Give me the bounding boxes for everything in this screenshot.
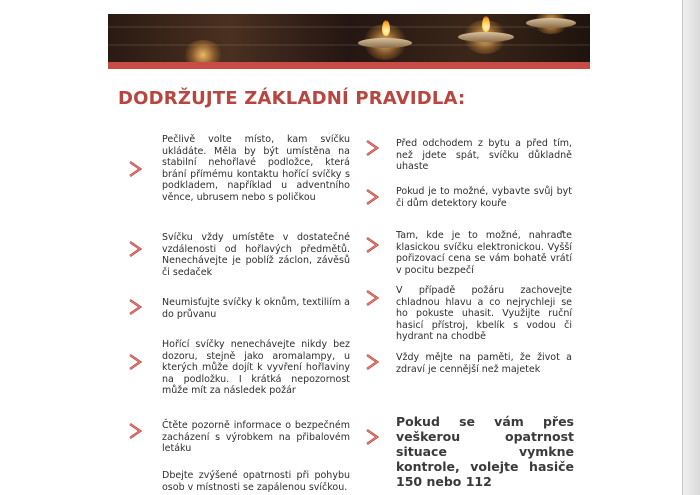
chevron-right-icon bbox=[365, 189, 379, 205]
rule-left-1: Pečlivě volte místo, kam svíčku ukládáte. Měla by být umístěna na stabilní nehořlavé podložce, která brání přímému kontaktu hořící svíčky s podkladem, například u adventního věnce, ubrusem nebo s poličkou bbox=[162, 134, 350, 203]
chevron-right-icon bbox=[128, 241, 142, 257]
rule-left-5: Čtěte pozorně informace o bezpečném zacházení s výrobkem na přibalovém letáku bbox=[162, 420, 350, 454]
rule-right-3: Tam, kde je to možné, nahraďte klasickou svíčku elektronickou. Vyšší pořizovací cena se vám bohatě vrátí v pocitu bezpečí bbox=[396, 230, 572, 276]
rule-right-6-emergency: Pokud se vám přes veškerou opatrnost situace vymkne kontrole, volejte hasiče 150 nebo 112 bbox=[396, 414, 574, 489]
chevron-right-icon bbox=[365, 290, 379, 306]
chevron-right-icon bbox=[365, 429, 379, 445]
chevron-right-icon bbox=[128, 299, 142, 315]
chevron-right-icon bbox=[365, 354, 379, 370]
rule-right-1: Před odchodem z bytu a před tím, než jdete spát, svíčku důkladně uhaste bbox=[396, 138, 572, 172]
rule-left-6: Dbejte zvýšené opatrnosti při pohybu osob v místnosti se zapálenou svíčkou. bbox=[162, 470, 350, 493]
rule-left-2: Svíčku vždy umístěte v dostatečné vzdálenosti od hořlavých předmětů. Nenechávejte je poblíž záclon, závěsů či sedaček bbox=[162, 232, 350, 278]
chevron-right-icon bbox=[128, 354, 142, 370]
page-edge bbox=[682, 0, 700, 495]
chevron-right-icon bbox=[128, 423, 142, 439]
rule-left-4: Hořící svíčky nenechávejte nikdy bez dozoru, stejně jako aromalampy, u kterých může dojít k vyvření hořlaviny na podložku. I krátká nepozornost může mít za následek požár bbox=[162, 339, 350, 396]
chevron-right-icon bbox=[365, 140, 379, 156]
chevron-right-icon bbox=[365, 237, 379, 253]
chevron-right-icon bbox=[128, 161, 142, 177]
rule-right-4: V případě požáru zachovejte chladnou hlavu a co nejrychleji se ho pokuste uhasit. Využijte ruční hasicí přístroj, kbelík s vodou či hydrant na chodbě bbox=[396, 285, 572, 342]
candles-banner-image bbox=[108, 14, 590, 62]
rule-right-5: Vždy mějte na paměti, že život a zdraví je cennější než majetek bbox=[396, 352, 572, 375]
rule-left-3: Neumisťujte svíčky k oknům, textiliím a do průvanu bbox=[162, 297, 350, 320]
rule-right-2: Pokud je to možné, vybavte svůj byt či dům detektory kouře bbox=[396, 186, 572, 209]
accent-bar bbox=[108, 62, 590, 69]
page-heading: DODRŽUJTE ZÁKLADNÍ PRAVIDLA: bbox=[118, 88, 466, 109]
